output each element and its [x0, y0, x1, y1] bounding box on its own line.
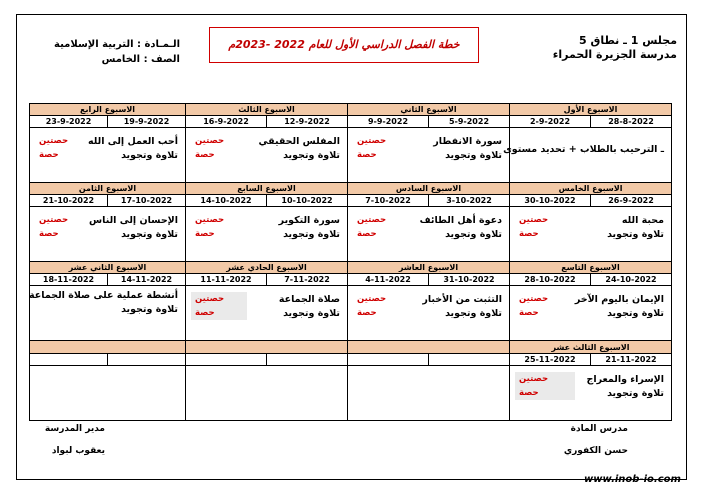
lesson-duration: حصتين	[195, 136, 225, 146]
tilawa-duration: حصة	[357, 150, 377, 160]
tilawa-duration: حصة	[39, 150, 59, 160]
week-header: الاسبوع التاسع	[510, 262, 672, 274]
week-content	[186, 286, 348, 341]
tilawa-label: تلاوة وتجويد	[607, 308, 664, 319]
lesson-title: الإسراء والمعراج	[586, 374, 664, 385]
week-content	[510, 366, 672, 421]
lesson-title: سورة التكوير	[278, 215, 340, 226]
week-start-date: 26-9-2022	[591, 195, 672, 207]
empty-date	[186, 354, 267, 366]
empty-date	[429, 354, 510, 366]
week-end-date: 23-9-2022	[30, 116, 108, 128]
week-end-date: 9-9-2022	[348, 116, 429, 128]
empty-content	[348, 366, 510, 421]
lesson-duration: حصتين	[195, 215, 225, 225]
lesson-title: الإحسان إلى الناس	[89, 215, 178, 226]
website-link[interactable]: www.inob-io.com	[584, 474, 681, 485]
lesson-duration: حصتين	[39, 215, 69, 225]
tilawa-duration: حصة	[195, 150, 215, 160]
empty-date	[108, 354, 186, 366]
tilawa-duration: حصة	[519, 229, 539, 239]
tilawa-duration: حصة	[519, 388, 539, 398]
week-header: الاسبوع الثاني	[348, 104, 510, 116]
week-end-date: 18-11-2022	[30, 274, 108, 286]
weekly-plan-table	[29, 103, 672, 421]
week-header: الاسبوع الثاني عشر	[30, 262, 186, 274]
tilawa-duration: حصة	[357, 308, 377, 318]
subject-line: الـمـادة : التربية الإسلامية	[54, 39, 180, 50]
lesson-title: ـ الترحيب بالطلاب + تحديد مستوى	[503, 144, 664, 155]
lesson-title: التثبت من الأخبار	[422, 294, 502, 305]
tilawa-label: تلاوة وتجويد	[607, 388, 664, 399]
tilawa-label: تلاوة وتجويد	[445, 150, 502, 161]
week-end-date: 21-10-2022	[30, 195, 108, 207]
plan-title: خطة الفصل الدراسي الأول للعام 2022 -2023م	[228, 38, 460, 51]
lesson-title: صلاة الجماعة	[278, 294, 340, 305]
week-end-date: 16-9-2022	[186, 116, 267, 128]
lesson-title: دعوة أهل الطائف	[419, 215, 502, 226]
lesson-title: الإيمان باليوم الآخر	[574, 294, 664, 305]
grade-line: الصف : الخامس	[101, 54, 180, 65]
school-name: مدرسة الجزيرة الحمراء	[552, 48, 677, 61]
week-start-date: 28-8-2022	[591, 116, 672, 128]
tilawa-duration: حصة	[357, 229, 377, 239]
principal-name: يعقوب لبواد	[51, 446, 105, 456]
week-end-date: 30-10-2022	[510, 195, 591, 207]
week-start-date: 3-10-2022	[429, 195, 510, 207]
tilawa-duration: حصة	[39, 229, 59, 239]
week-end-date: 25-11-2022	[510, 354, 591, 366]
tilawa-duration: حصة	[519, 308, 539, 318]
week-header: الاسبوع السابع	[186, 183, 348, 195]
tilawa-label: تلاوة وتجويد	[121, 304, 178, 315]
lesson-title: محبة الله	[621, 215, 664, 226]
week-header: الاسبوع العاشر	[348, 262, 510, 274]
week-header: الاسبوع السادس	[348, 183, 510, 195]
tilawa-label: تلاوة وتجويد	[445, 229, 502, 240]
lesson-duration: حصتين	[519, 374, 549, 384]
week-content	[186, 128, 348, 183]
week-end-date: 14-10-2022	[186, 195, 267, 207]
week-end-date: 4-11-2022	[348, 274, 429, 286]
week-header: الاسبوع الحادي عشر	[186, 262, 348, 274]
week-content	[30, 207, 186, 262]
tilawa-label: تلاوة وتجويد	[283, 308, 340, 319]
week-content	[348, 128, 510, 183]
tilawa-label: تلاوة وتجويد	[121, 229, 178, 240]
week-start-date: 10-10-2022	[267, 195, 348, 207]
week-end-date: 11-11-2022	[186, 274, 267, 286]
week-content	[186, 207, 348, 262]
tilawa-label: تلاوة وتجويد	[283, 229, 340, 240]
plan-title-box	[209, 27, 479, 63]
week-start-date: 17-10-2022	[108, 195, 186, 207]
lesson-title: سورة الانفطار	[433, 136, 502, 147]
week-start-date: 19-9-2022	[108, 116, 186, 128]
week-header: الاسبوع الثامن	[30, 183, 186, 195]
principal-label: مدير المدرسة	[44, 424, 105, 434]
lesson-title: المفلس الحقيقي	[258, 136, 340, 147]
tilawa-label: تلاوة وتجويد	[607, 229, 664, 240]
week-start-date: 5-9-2022	[429, 116, 510, 128]
lesson-duration: حصتين	[357, 215, 387, 225]
week-start-date: 7-11-2022	[267, 274, 348, 286]
week-header: الاسبوع الخامس	[510, 183, 672, 195]
lesson-duration: حصتين	[519, 215, 549, 225]
lesson-title: أحب العمل إلى الله	[87, 136, 178, 147]
empty-date	[30, 354, 108, 366]
week-content	[510, 207, 672, 262]
week-content	[348, 207, 510, 262]
lesson-title: أنشطة عملية على صلاة الجماعة	[29, 290, 178, 301]
week-content	[503, 128, 672, 183]
week-header: الاسبوع الأول	[510, 104, 672, 116]
subject-info	[30, 37, 180, 67]
week-content	[30, 128, 186, 183]
week-content	[348, 286, 510, 341]
week-start-date: 24-10-2022	[591, 274, 672, 286]
tilawa-label: تلاوة وتجويد	[283, 150, 340, 161]
week-start-date: 14-11-2022	[108, 274, 186, 286]
week-content	[30, 286, 186, 341]
lesson-duration: حصتين	[357, 294, 387, 304]
week-header: الاسبوع الرابع	[30, 104, 186, 116]
tilawa-label: تلاوة وتجويد	[445, 308, 502, 319]
tilawa-duration: حصة	[195, 308, 215, 318]
empty-date	[267, 354, 348, 366]
council-zone: مجلس 1 ـ نطاق 5	[579, 34, 677, 47]
empty-content	[186, 366, 348, 421]
tilawa-label: تلاوة وتجويد	[121, 150, 178, 161]
empty-header	[186, 341, 348, 354]
week-end-date: 28-10-2022	[510, 274, 591, 286]
subject-teacher-label: مدرس المادة	[570, 424, 628, 434]
week-header: الاسبوع الثالث عشر	[510, 341, 672, 354]
week-start-date: 12-9-2022	[267, 116, 348, 128]
empty-date	[348, 354, 429, 366]
empty-header	[348, 341, 510, 354]
lesson-duration: حصتين	[195, 294, 225, 304]
week-start-date: 21-11-2022	[591, 354, 672, 366]
lesson-duration: حصتين	[519, 294, 549, 304]
subject-teacher-name: حسن الكفوري	[563, 446, 628, 456]
empty-header	[30, 341, 186, 354]
empty-content	[30, 366, 186, 421]
lesson-duration: حصتين	[357, 136, 387, 146]
week-end-date: 2-9-2022	[510, 116, 591, 128]
lesson-duration: حصتين	[39, 136, 69, 146]
week-header: الاسبوع الثالث	[186, 104, 348, 116]
week-start-date: 31-10-2022	[429, 274, 510, 286]
week-end-date: 7-10-2022	[348, 195, 429, 207]
week-content	[510, 286, 672, 341]
school-info	[553, 34, 677, 62]
tilawa-duration: حصة	[195, 229, 215, 239]
